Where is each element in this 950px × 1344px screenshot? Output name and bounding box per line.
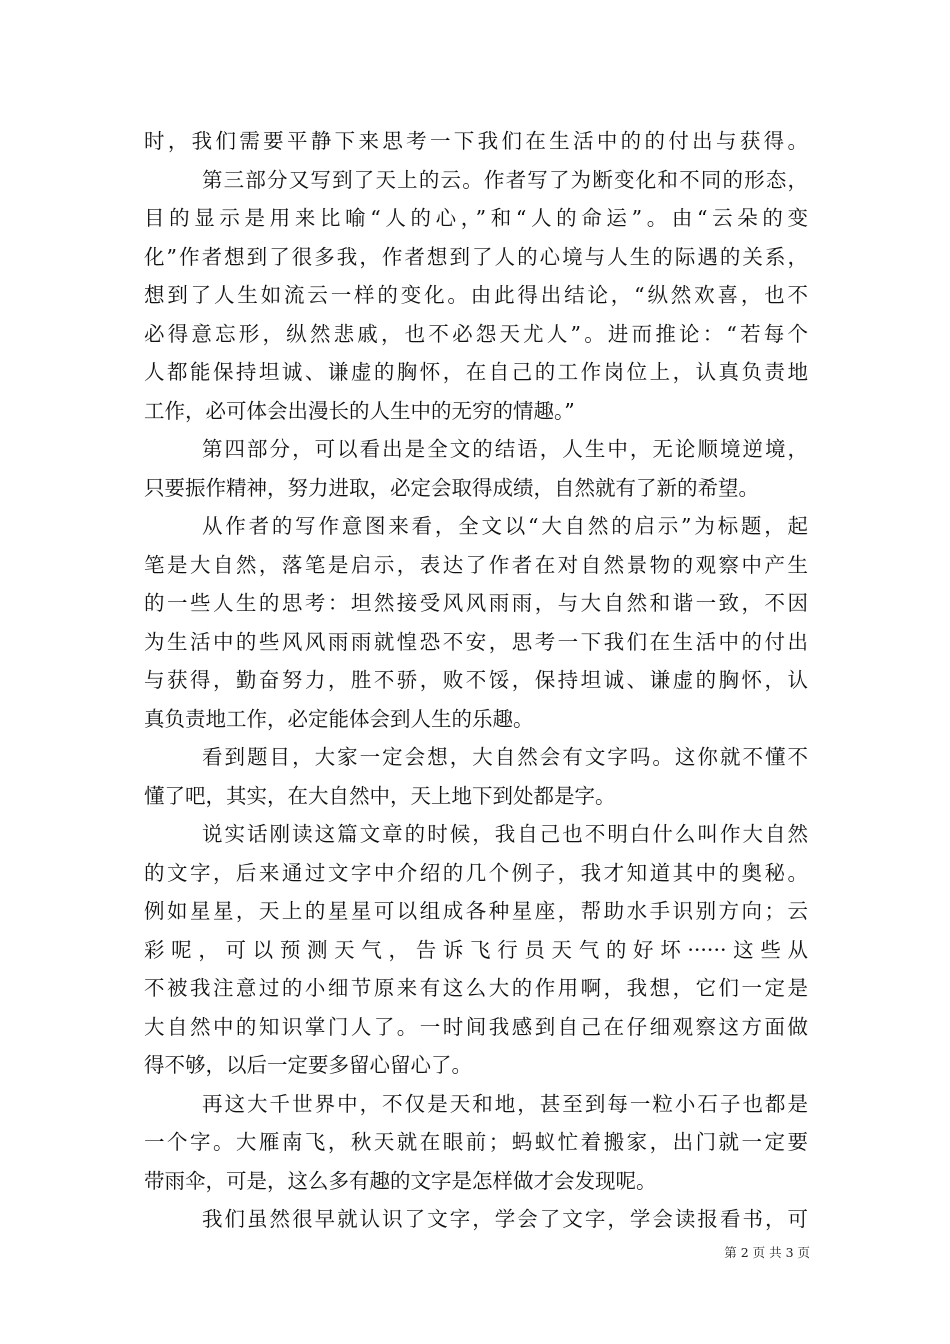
text-line: 再这大千世界中，不仅是天和地，甚至到每一粒小石子也都是	[202, 1091, 808, 1116]
text-line: 第四部分，可以看出是全文的结语，人生中，无论顺境逆境，	[202, 437, 808, 461]
text-line: 第三部分又写到了天上的云。作者写了为断变化和不同的形态，	[202, 167, 808, 192]
text-line: 为生活中的些风风雨雨就惶恐不安，思考一下我们在生活中的付出	[144, 629, 808, 654]
text-line: 一个字。大雁南飞，秋天就在眼前；蚂蚁忙着搬家，出门就一定要	[144, 1130, 808, 1154]
text-line: 的文字，后来通过文字中介绍的几个例子，我才知道其中的奥秘。	[144, 860, 808, 885]
text-line: 大自然中的知识掌门人了。一时间我感到自己在仔细观察这方面做	[144, 1014, 808, 1039]
text-line: 化”作者想到了很多我，作者想到了人的心境与人生的际遇的关系，	[144, 244, 808, 269]
text-line: 目的显示是用来比喻“人的心，”和“人的命运”。由“云朵的变	[144, 206, 808, 230]
text-line: 想到了人生如流云一样的变化。由此得出结论，“纵然欢喜，也不	[144, 283, 808, 307]
document-body	[144, 122, 808, 1239]
text-line: 不被我注意过的小细节原来有这么大的作用啊，我想，它们一定是	[144, 976, 808, 1000]
text-line: 我们虽然很早就认识了文字，学会了文字，学会读报看书，可	[202, 1207, 808, 1231]
text-line: 真负责地工作，必定能体会到人生的乐趣。	[144, 706, 534, 731]
text-line: 懂了吧，其实，在大自然中，天上地下到处都是字。	[144, 783, 616, 808]
text-line: 带雨伞，可是，这么多有趣的文字是怎样做才会发现呢。	[144, 1168, 657, 1193]
text-line: 工作，必可体会出漫长的人生中的无穷的情趣。”	[144, 398, 575, 423]
text-line: 看到题目，大家一定会想，大自然会有文字吗。这你就不懂不	[202, 745, 808, 769]
text-line: 时，我们需要平静下来思考一下我们在生活中的的付出与获得。	[144, 129, 808, 153]
text-line: 彩呢，可以预测天气，告诉飞行员天气的好坏······这些从	[144, 937, 808, 962]
text-line: 的一些人生的思考：坦然接受风风雨雨，与大自然和谐一致，不因	[144, 591, 808, 615]
text-line: 必得意忘形，纵然悲戚，也不必怨天尤人”。进而推论：“若每个	[144, 321, 808, 346]
text-line: 说实话刚读这篇文章的时候，我自己也不明白什么叫作大自然	[202, 822, 808, 846]
text-line: 与获得，勤奋努力，胜不骄，败不馁，保持坦诚、谦虚的胸怀，认	[144, 668, 808, 692]
text-line: 例如星星，天上的星星可以组成各种星座，帮助水手识别方向；云	[144, 899, 808, 923]
text-line: 人都能保持坦诚、谦虚的胸怀，在自己的工作岗位上，认真负责地	[144, 360, 808, 384]
text-line: 只要振作精神，努力进取，必定会取得成绩，自然就有了新的希望。	[144, 475, 759, 500]
page-number: 第 2 页 共 3 页	[724, 1245, 810, 1260]
text-line: 从作者的写作意图来看，全文以“大自然的启示”为标题，起	[202, 514, 808, 538]
text-line: 得不够，以后一定要多留心留心了。	[144, 1053, 472, 1077]
text-line: 笔是大自然，落笔是启示，表达了作者在对自然景物的观察中产生	[144, 552, 808, 577]
